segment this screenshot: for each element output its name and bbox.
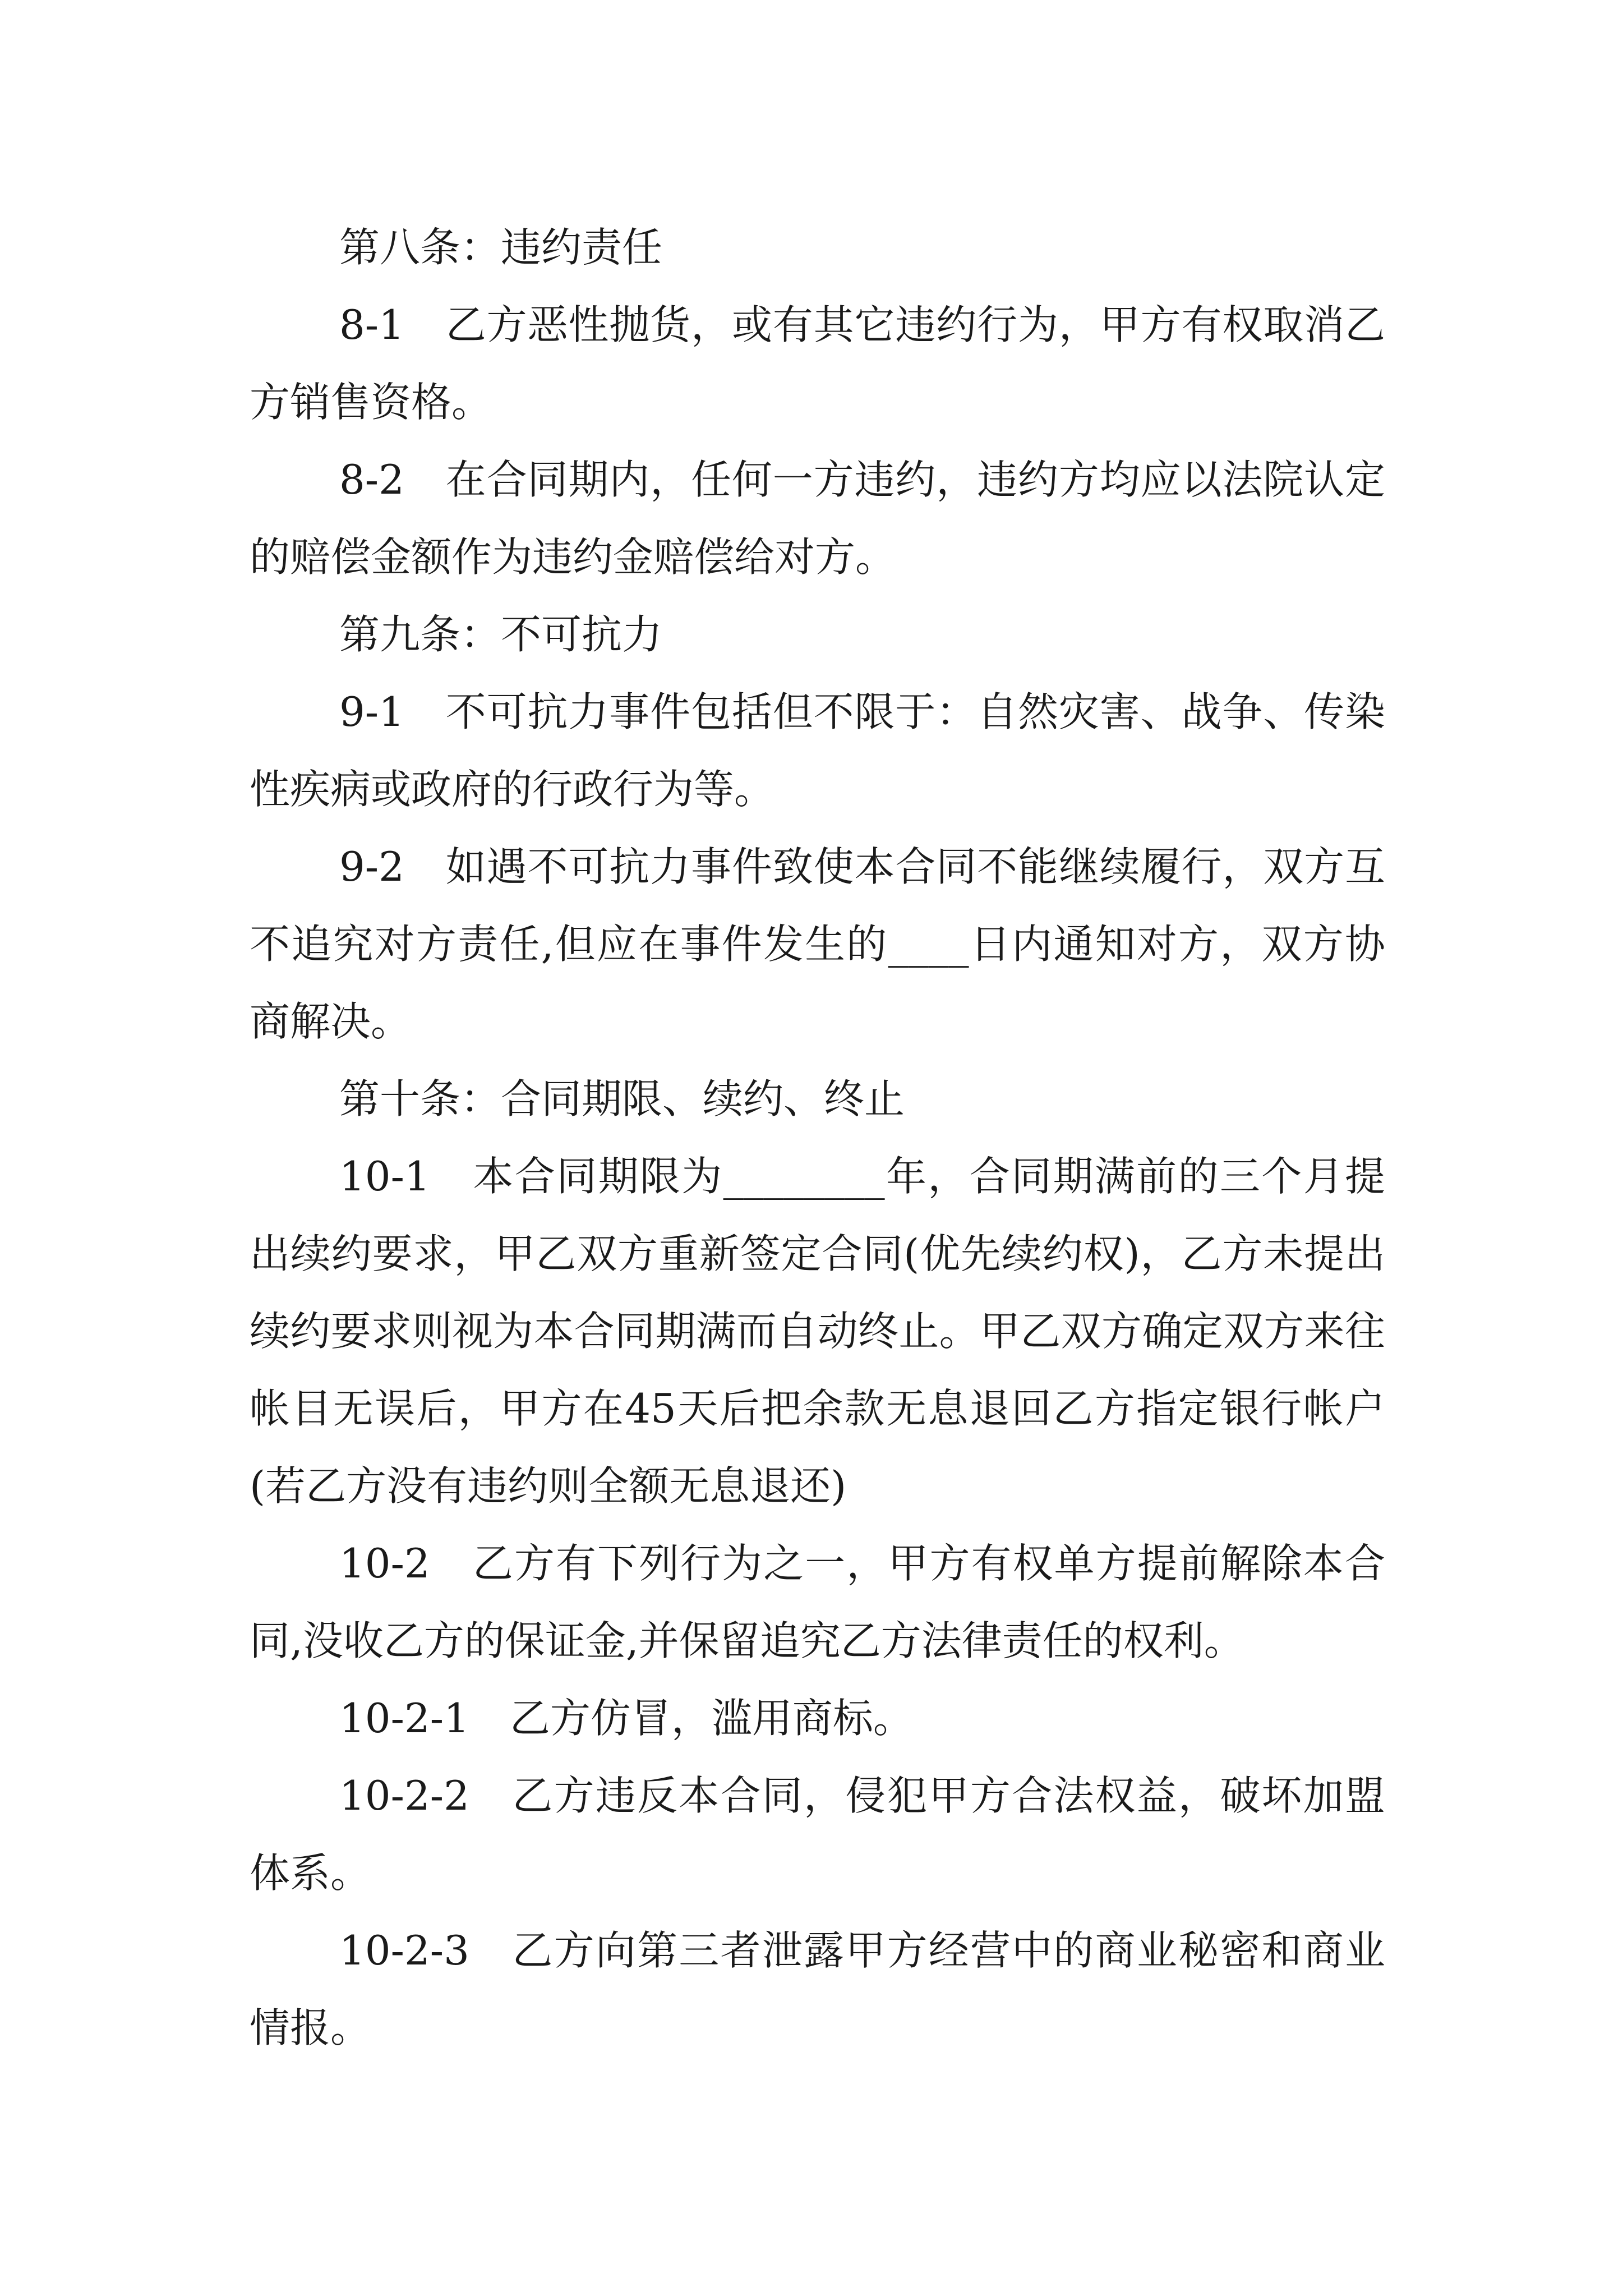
clause-10-2-3: 10-2-3 乙方向第三者泄露甲方经营中的商业秘密和商业情报。 bbox=[250, 1927, 1385, 2051]
clause-10-2: 10-2 乙方有下列行为之一，甲方有权单方提前解除本合同,没收乙方的保证金,并保留追究乙方法律责任的权利。 bbox=[250, 1540, 1385, 1664]
article-8-heading: 第八条：违约责任 bbox=[339, 224, 663, 271]
article-9-heading: 第九条：不可抗力 bbox=[339, 611, 663, 658]
clause-9-1: 9-1 不可抗力事件包括但不限于：自然灾害、战争、传染性疾病或政府的行政行为等。 bbox=[250, 688, 1385, 813]
article-10-heading: 第十条：合同期限、续约、终止 bbox=[339, 1075, 905, 1122]
clause-10-2-1: 10-2-1 乙方仿冒，滥用商标。 bbox=[339, 1695, 914, 1742]
document-body bbox=[250, 209, 1385, 2067]
clause-8-1: 8-1 乙方恶性抛货，或有其它违约行为，甲方有权取消乙方销售资格。 bbox=[250, 301, 1385, 426]
clause-10-2-2: 10-2-2 乙方违反本合同，侵犯甲方合法权益，破坏加盟体系。 bbox=[250, 1772, 1385, 1897]
clause-9-2: 9-2 如遇不可抗力事件致使本合同不能继续履行，双方互不追究对方责任,但应在事件发生的____日内通知对方，双方协商解决。 bbox=[250, 843, 1385, 1045]
clause-8-2: 8-2 在合同期内，任何一方违约，违约方均应以法院认定的赔偿金额作为违约金赔偿给对方。 bbox=[250, 456, 1385, 581]
clause-10-1: 10-1 本合同期限为________年，合同期满前的三个月提出续约要求，甲乙双方重新签定合同(优先续约权)，乙方未提出续约要求则视为本合同期满而自动终止。甲乙双方确定双方来往帐目无误后，甲方在45天后把余款无息退回乙方指定银行帐户(若乙方没有违约则全额无息退还) bbox=[250, 1153, 1385, 1510]
